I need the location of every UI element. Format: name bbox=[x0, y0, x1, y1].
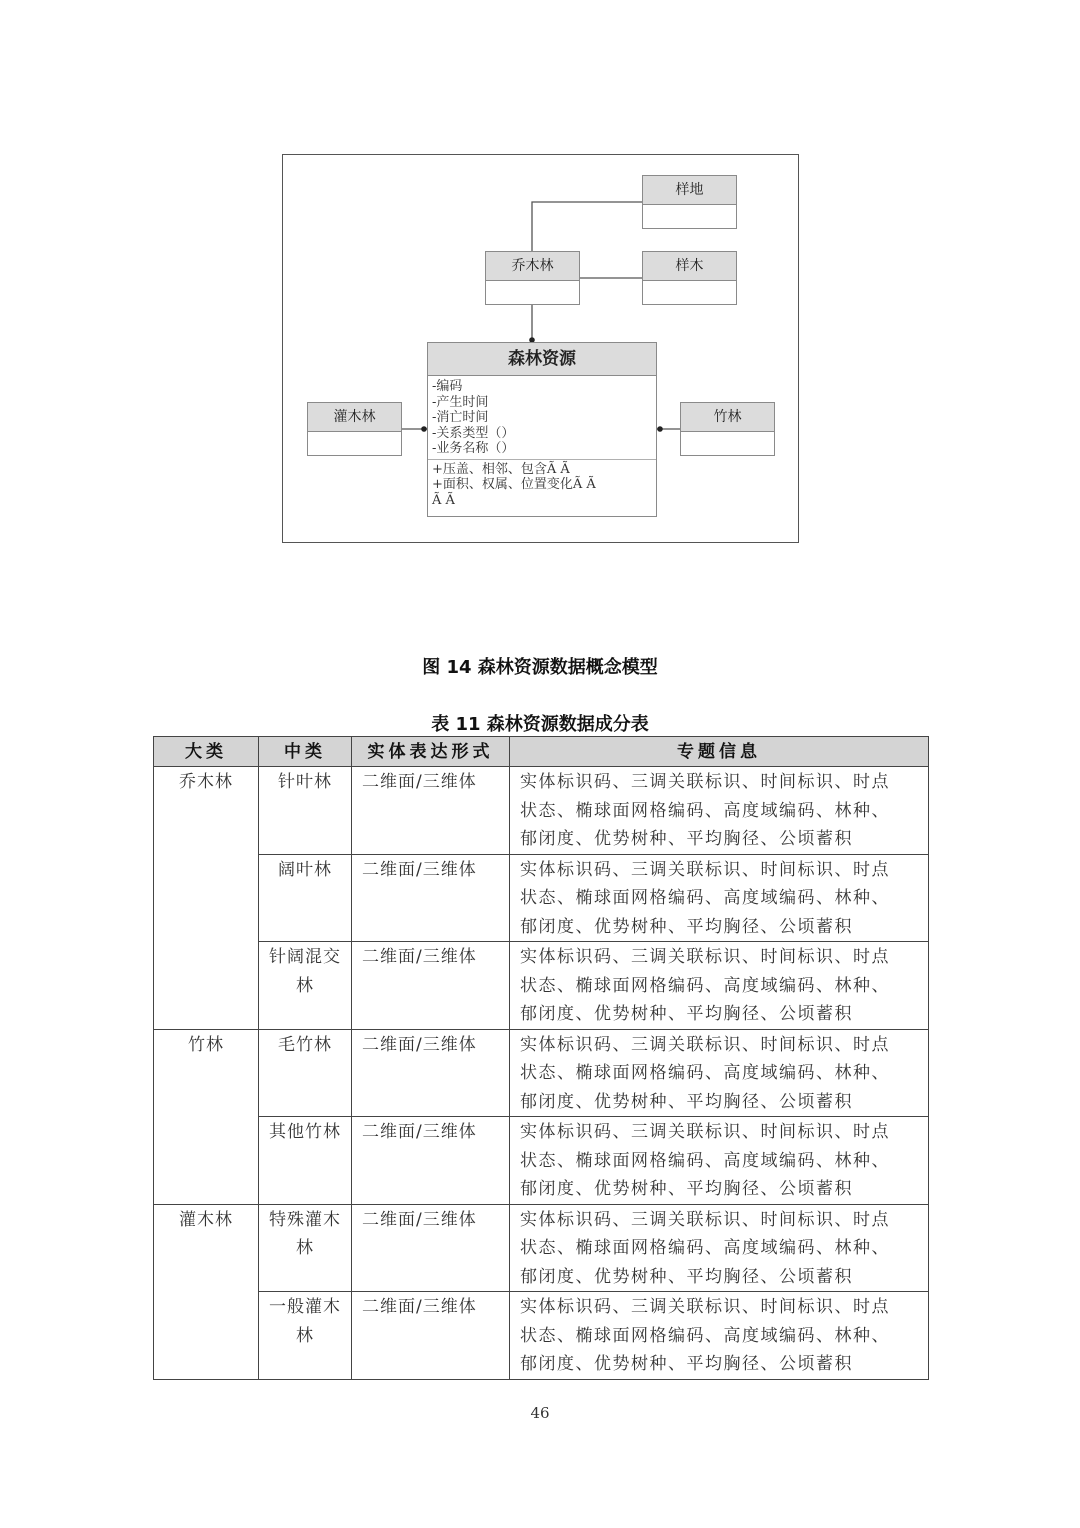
header-info: 专题信息 bbox=[510, 737, 929, 767]
uml-box-title: 竹林 bbox=[681, 403, 774, 432]
uml-box-title: 灌木林 bbox=[308, 403, 401, 432]
table-caption: 表 11 森林资源数据成分表 bbox=[431, 714, 649, 735]
uml-attributes bbox=[428, 376, 656, 460]
uml-box-title: 样木 bbox=[643, 252, 736, 281]
thematic-info: 实体标识码、三调关联标识、时间标识、时点状态、椭球面网格编码、高度域编码、林种、郁闭度、优势树种、平均胸径、公顷蓄积 bbox=[510, 767, 929, 855]
thematic-info: 实体标识码、三调关联标识、时间标识、时点状态、椭球面网格编码、高度域编码、林种、郁闭度、优势树种、平均胸径、公顷蓄积 bbox=[510, 1117, 929, 1205]
entity-form: 二维面/三维体 bbox=[352, 767, 510, 855]
entity-form: 二维面/三维体 bbox=[352, 1029, 510, 1117]
thematic-info: 实体标识码、三调关联标识、时间标识、时点状态、椭球面网格编码、高度域编码、林种、郁闭度、优势树种、平均胸径、公顷蓄积 bbox=[510, 1204, 929, 1292]
header-major: 大类 bbox=[154, 737, 259, 767]
major-category: 乔木林 bbox=[154, 767, 259, 1030]
uml-attribute: -产生时间 bbox=[432, 394, 489, 410]
entity-form: 二维面/三维体 bbox=[352, 1204, 510, 1292]
table-header-row bbox=[154, 737, 929, 767]
table-row bbox=[154, 1204, 929, 1292]
uml-attribute: -编码 bbox=[432, 379, 463, 394]
page-number: 46 bbox=[530, 1404, 550, 1422]
header-middle: 中类 bbox=[259, 737, 352, 767]
table-row bbox=[154, 1292, 929, 1380]
middle-category: 针叶林 bbox=[259, 767, 352, 855]
header-form: 实体表达形式 bbox=[352, 737, 510, 767]
figure-caption: 图 14 森林资源数据概念模型 bbox=[422, 657, 658, 678]
entity-form: 二维面/三维体 bbox=[352, 1292, 510, 1380]
middle-category: 特殊灌木林 bbox=[259, 1204, 352, 1292]
connector-main-shrub-dot bbox=[421, 426, 427, 432]
uml-box-arbor bbox=[485, 251, 580, 305]
uml-box-bamboo bbox=[680, 402, 775, 456]
connector-arbor-sample-plot bbox=[532, 202, 642, 253]
uml-box-title: 乔木林 bbox=[486, 252, 579, 281]
uml-box-title: 样地 bbox=[643, 176, 736, 205]
uml-operation: +面积、权属、位置变化Ã Ã bbox=[432, 477, 596, 492]
middle-category: 针阔混交林 bbox=[259, 942, 352, 1030]
table-row bbox=[154, 1117, 929, 1205]
middle-category: 其他竹林 bbox=[259, 1117, 352, 1205]
major-category: 灌木林 bbox=[154, 1204, 259, 1379]
connector-main-bamboo-dot bbox=[657, 426, 663, 432]
concept-model-diagram bbox=[282, 154, 799, 543]
thematic-info: 实体标识码、三调关联标识、时间标识、时点状态、椭球面网格编码、高度域编码、林种、郁闭度、优势树种、平均胸径、公顷蓄积 bbox=[510, 942, 929, 1030]
uml-box-sample-tree bbox=[642, 251, 737, 305]
table-row bbox=[154, 767, 929, 855]
table-row bbox=[154, 1029, 929, 1117]
middle-category: 一般灌木林 bbox=[259, 1292, 352, 1380]
table-row bbox=[154, 942, 929, 1030]
entity-form: 二维面/三维体 bbox=[352, 942, 510, 1030]
major-category: 竹林 bbox=[154, 1029, 259, 1204]
uml-operation: Ã Ã bbox=[432, 492, 455, 508]
entity-form: 二维面/三维体 bbox=[352, 854, 510, 942]
uml-operation: +压盖、相邻、包含Ã Ã bbox=[432, 461, 570, 477]
uml-attribute: -消亡时间 bbox=[432, 410, 489, 425]
thematic-info: 实体标识码、三调关联标识、时间标识、时点状态、椭球面网格编码、高度域编码、林种、郁闭度、优势树种、平均胸径、公顷蓄积 bbox=[510, 1029, 929, 1117]
thematic-info: 实体标识码、三调关联标识、时间标识、时点状态、椭球面网格编码、高度域编码、林种、郁闭度、优势树种、平均胸径、公顷蓄积 bbox=[510, 1292, 929, 1380]
uml-box-sample-plot bbox=[642, 175, 737, 229]
uml-operations bbox=[428, 460, 656, 511]
forest-data-table bbox=[153, 736, 929, 1380]
middle-category: 毛竹林 bbox=[259, 1029, 352, 1117]
uml-box-forest-resource bbox=[427, 342, 657, 517]
thematic-info: 实体标识码、三调关联标识、时间标识、时点状态、椭球面网格编码、高度域编码、林种、郁闭度、优势树种、平均胸径、公顷蓄积 bbox=[510, 854, 929, 942]
uml-attribute: -业务名称（） bbox=[432, 441, 515, 456]
middle-category: 阔叶林 bbox=[259, 854, 352, 942]
uml-box-shrub bbox=[307, 402, 402, 456]
table-row bbox=[154, 854, 929, 942]
uml-box-title: 森林资源 bbox=[428, 343, 656, 376]
entity-form: 二维面/三维体 bbox=[352, 1117, 510, 1205]
uml-attribute: -关系类型（） bbox=[432, 425, 515, 441]
